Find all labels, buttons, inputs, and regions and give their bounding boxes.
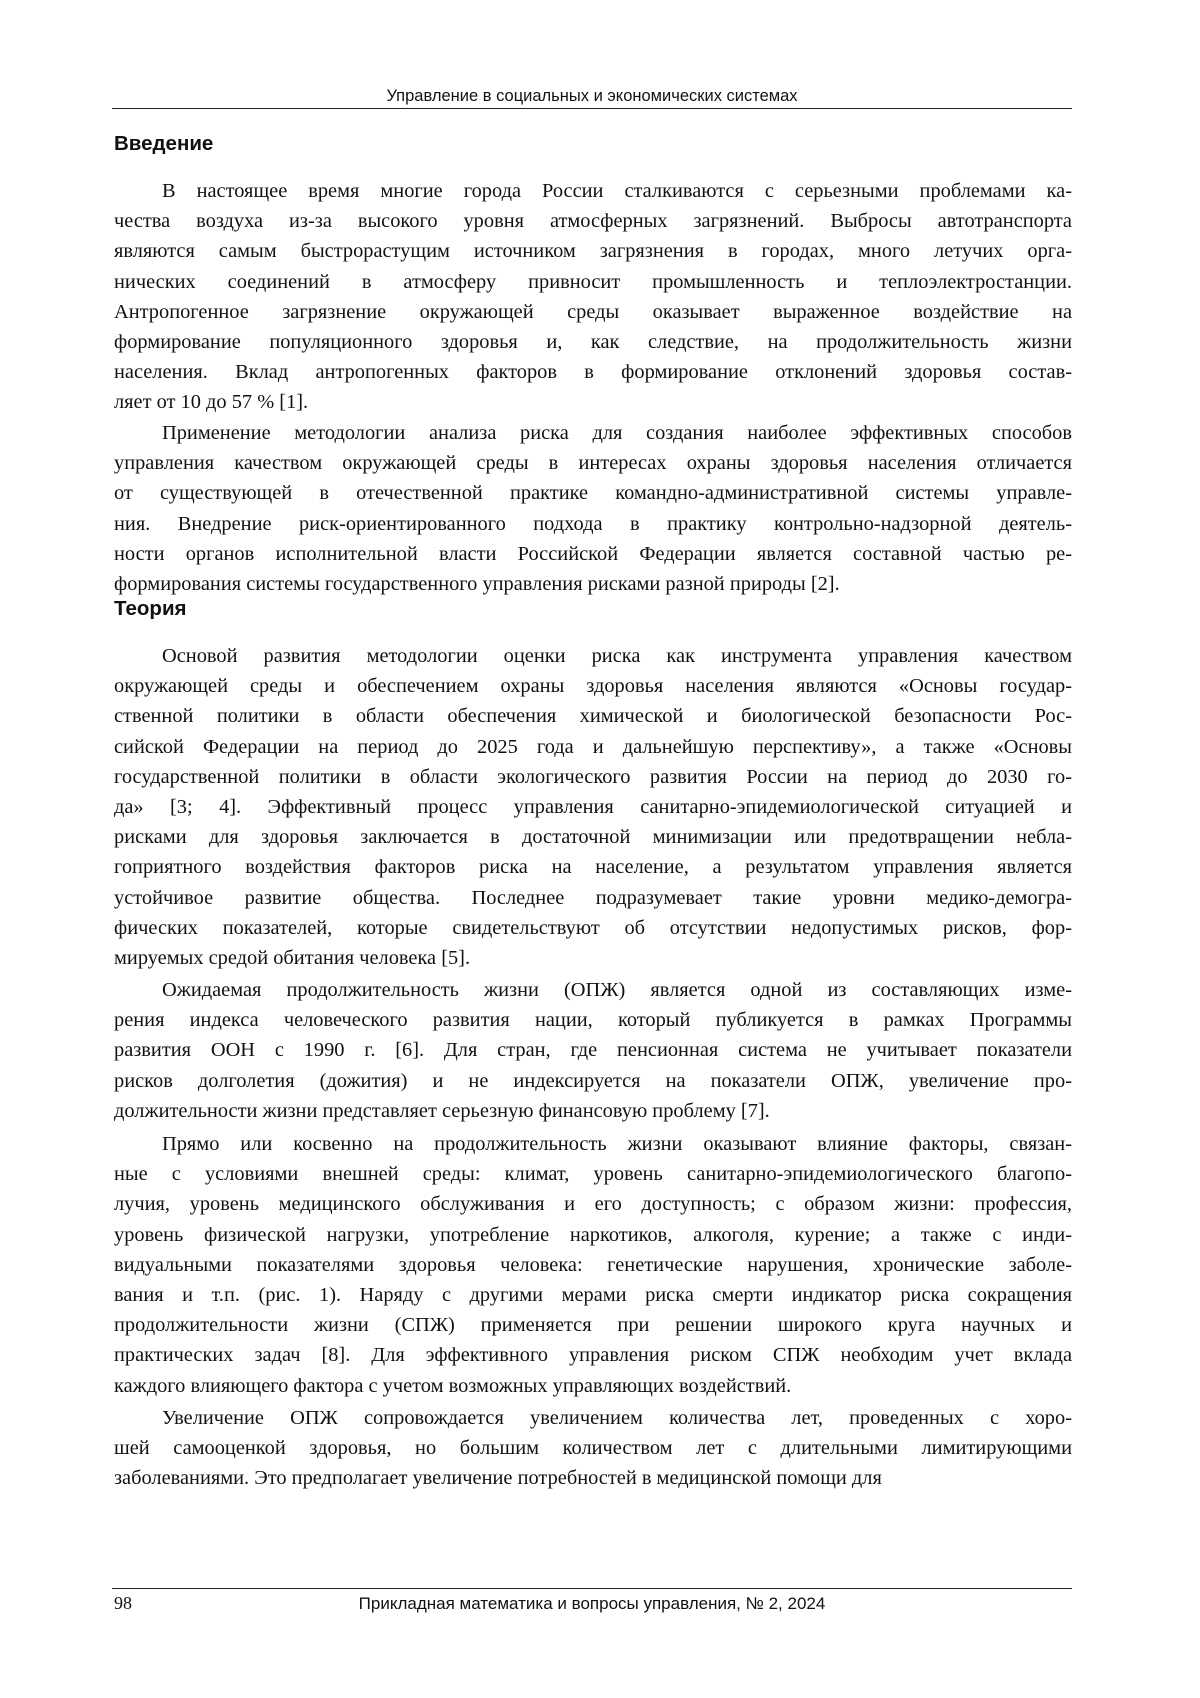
- text-line: чества воздуха из-за высокого уровня атмосферных загрязнений. Выбросы автотранспорта: [114, 210, 1072, 233]
- text-line: каждого влияющего фактора с учетом возможных управляющих воздействий.: [114, 1374, 792, 1397]
- paragraph: [114, 975, 1072, 1126]
- text-line: государственной политики в области экологического развития России на период до 2030 го-: [114, 765, 1072, 788]
- text-line: рисков долголетия (дожития) и не индексируется на показатели ОПЖ, увеличение про-: [114, 1069, 1072, 1092]
- text-line: Применение методологии анализа риска для создания наиболее эффективных способов: [162, 422, 1072, 444]
- text-line: развития ООН с 1990 г. [6]. Для стран, где пенсионная система не учитывает показатели: [114, 1039, 1072, 1062]
- paragraph: [114, 641, 1072, 973]
- text-line: шей самооценкой здоровья, но большим количеством лет с длительными лимитирующими: [114, 1437, 1072, 1460]
- text-line: Ожидаемая продолжительность жизни (ОПЖ) является одной из составляющих изме-: [162, 979, 1072, 1001]
- text-line: рения индекса человеческого развития нации, который публикуется в рамках Программы: [114, 1009, 1072, 1032]
- text-line: окружающей среды и обеспечением охраны здоровья населения являются «Основы государ-: [114, 675, 1072, 698]
- text-line: да» [3; 4]. Эффективный процесс управления санитарно-эпидемиологической ситуацией и: [114, 795, 1072, 818]
- text-line: ные с условиями внешней среды: климат, уровень санитарно-эпидемиологического благопо-: [114, 1163, 1072, 1186]
- text-line: заболеваниями. Это предполагает увеличение потребностей в медицинской помощи для: [114, 1467, 882, 1490]
- text-line: формирование популяционного здоровья и, как следствие, на продолжительность жизни: [114, 330, 1072, 353]
- footer-divider: [112, 1588, 1072, 1589]
- text-line: сийской Федерации на период до 2025 года и дальнейшую перспективу», а также «Основы: [114, 735, 1072, 758]
- text-line: В настоящее время многие города России сталкиваются с серьезными проблемами ка-: [162, 180, 1072, 202]
- header-divider: [112, 108, 1072, 109]
- text-line: ности органов исполнительной власти Российской Федерации является составной частью ре-: [114, 542, 1072, 565]
- text-line: от существующей в отечественной практике командно-административной системы управле-: [114, 482, 1072, 505]
- text-line: являются самым быстрорастущим источником загрязнения в городах, много летучих орга-: [114, 240, 1072, 263]
- paragraph: [114, 1129, 1072, 1401]
- text-line: мируемых средой обитания человека [5].: [114, 946, 471, 969]
- text-line: ния. Внедрение риск-ориентированного подхода в практику контрольно-надзорной деятель-: [114, 512, 1072, 535]
- section-title-introduction: Введение: [114, 132, 214, 155]
- section-title-theory: Теория: [114, 597, 187, 620]
- running-header: Управление в социальных и экономических системах: [386, 87, 798, 105]
- text-line: уровень физической нагрузки, употребление наркотиков, алкоголя, курение; а также с инди-: [114, 1223, 1072, 1246]
- text-line: Прямо или косвенно на продолжительность жизни оказывают влияние факторы, связан-: [162, 1133, 1072, 1155]
- text-line: вания и т.п. (рис. 1). Наряду с другими мерами риска смерти индикатор риска сокращения: [114, 1283, 1072, 1306]
- text-line: гоприятного воздействия факторов риска на население, а результатом управления является: [114, 856, 1072, 879]
- text-line: Антропогенное загрязнение окружающей среды оказывает выраженное воздействие на: [114, 300, 1072, 323]
- text-line: рисками для здоровья заключается в достаточной минимизации или предотвращении небла-: [114, 826, 1072, 849]
- text-line: формирования системы государственного управления рисками разной природы [2].: [114, 572, 840, 595]
- page-number: 98: [114, 1593, 132, 1613]
- text-line: управления качеством окружающей среды в интересах охраны здоровья населения отличается: [114, 452, 1072, 475]
- paragraph: [114, 418, 1072, 599]
- text-line: ственной политики в области обеспечения химической и биологической безопасности Рос-: [114, 705, 1072, 728]
- text-line: видуальными показателями здоровья человека: генетические нарушения, хронические заболе-: [114, 1253, 1072, 1276]
- text-line: лучия, уровень медицинского обслуживания и его доступность; с образом жизни: профессия,: [114, 1193, 1072, 1216]
- text-line: нических соединений в атмосферу привносит промышленность и теплоэлектростанции.: [114, 270, 1072, 293]
- text-line: продолжительности жизни (СПЖ) применяется при решении широкого круга научных и: [114, 1314, 1072, 1337]
- text-line: устойчивое развитие общества. Последнее подразумевает такие уровни медико-демогра-: [114, 886, 1072, 909]
- paragraph: [114, 176, 1072, 418]
- text-line: фических показателей, которые свидетельствуют об отсутствии недопустимых рисков, фор-: [114, 916, 1072, 939]
- text-line: Увеличение ОПЖ сопровождается увеличением количества лет, проведенных с хоро-: [162, 1407, 1072, 1429]
- text-line: Основой развития методологии оценки риска как инструмента управления качеством: [162, 645, 1072, 667]
- text-line: должительности жизни представляет серьезную финансовую проблему [7].: [114, 1099, 770, 1122]
- paragraph: [114, 1403, 1072, 1494]
- text-line: практических задач [8]. Для эффективного управления риском СПЖ необходим учет вклада: [114, 1344, 1072, 1367]
- running-footer: Прикладная математика и вопросы управления, № 2, 2024: [358, 1594, 826, 1613]
- text-line: населения. Вклад антропогенных факторов в формирование отклонений здоровья состав-: [114, 361, 1072, 384]
- text-line: ляет от 10 до 57 % [1].: [114, 391, 309, 414]
